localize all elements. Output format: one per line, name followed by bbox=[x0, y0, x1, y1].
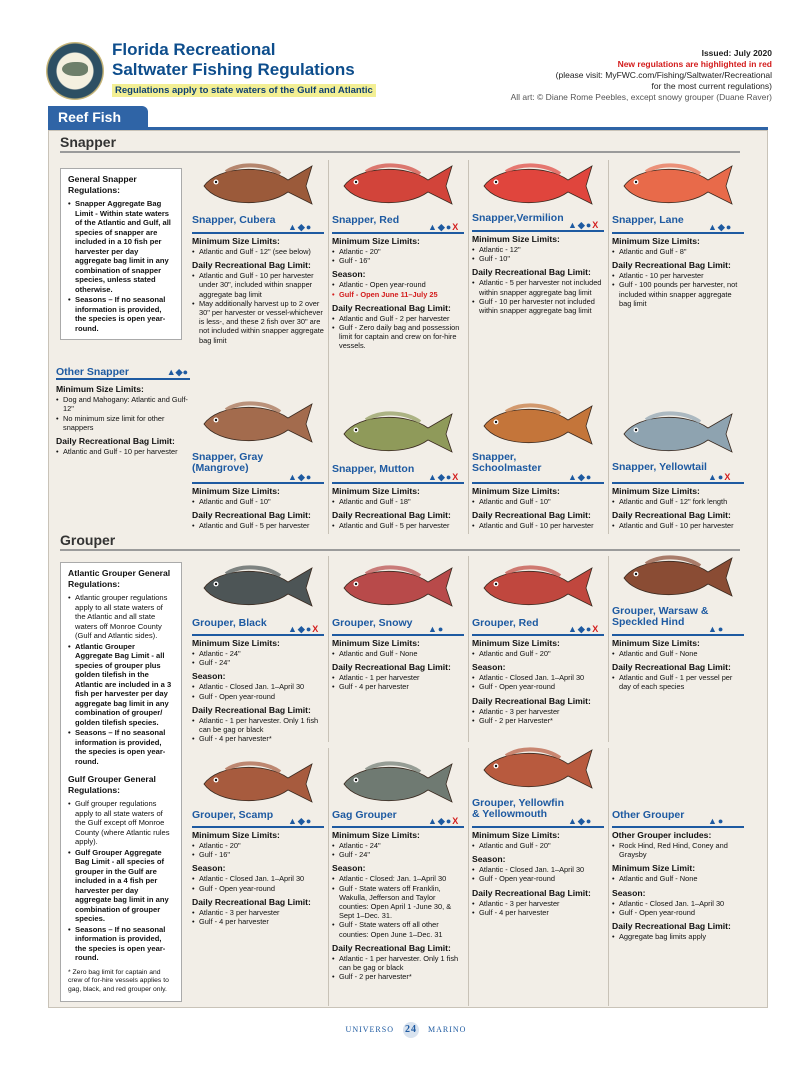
info-list bbox=[332, 649, 464, 658]
fish-name-rule bbox=[612, 826, 744, 828]
info-label: Minimum Size Limits: bbox=[332, 830, 420, 840]
column-divider bbox=[608, 556, 609, 742]
column-divider bbox=[608, 398, 609, 534]
info-list bbox=[472, 497, 604, 506]
info-label: Daily Recreational Bag Limit: bbox=[332, 302, 451, 313]
region-symbols: ▲● bbox=[708, 472, 725, 482]
region-symbols: ▲◆● bbox=[288, 624, 313, 634]
info-list bbox=[612, 497, 744, 506]
info-item: • Gulf - Open year-round bbox=[192, 692, 324, 701]
fish-name-5: Snapper, Mutton bbox=[332, 463, 415, 475]
info-list bbox=[332, 247, 464, 265]
info-item: • Atlantic - 24" bbox=[192, 649, 324, 658]
info-item: • Atlantic - 10 per harvester bbox=[612, 271, 744, 280]
min-size-item: • No minimum size limit for other snappers bbox=[56, 414, 190, 432]
footer-left: UNIVERSO bbox=[345, 1025, 394, 1034]
page-footer bbox=[0, 1022, 812, 1038]
page-header bbox=[42, 36, 772, 116]
fish-name-rule bbox=[192, 826, 324, 828]
other-snapper bbox=[56, 368, 190, 456]
info-item: • Atlantic and Gulf - 10 per harvester under 30", included within snapper aggregate bag limit bbox=[192, 271, 324, 299]
info-list bbox=[472, 899, 604, 917]
general-grouper-box bbox=[60, 562, 182, 1002]
info-item: • Gulf - 24" bbox=[192, 658, 324, 667]
fish-name-rule bbox=[472, 230, 604, 232]
general-snapper-title: General Snapper Regulations: bbox=[68, 174, 137, 195]
fish-regs bbox=[192, 638, 324, 743]
fish-name-6: Snapper, Schoolmaster bbox=[472, 451, 542, 474]
info-item: • Atlantic - 3 per harvester bbox=[192, 908, 324, 917]
info-item: • Gulf - 4 per harvester bbox=[332, 682, 464, 691]
info-list bbox=[472, 649, 604, 658]
info-list bbox=[332, 673, 464, 691]
info-list bbox=[612, 247, 744, 256]
fish-illustration bbox=[616, 160, 736, 210]
info-list bbox=[192, 841, 324, 859]
fish-name-rule bbox=[612, 634, 744, 636]
new-reg-mark: X bbox=[452, 816, 460, 826]
snapper-rule bbox=[60, 151, 740, 153]
fish-regs bbox=[332, 486, 464, 530]
fish-regs bbox=[612, 638, 744, 692]
info-label: Minimum Size Limits: bbox=[472, 638, 560, 648]
info-label: Season: bbox=[472, 854, 506, 865]
fish-name-rule bbox=[192, 232, 324, 234]
info-item: • Atlantic and Gulf - 10 per harvester bbox=[612, 521, 744, 530]
info-label: Season: bbox=[192, 671, 226, 682]
info-label: Minimum Size Limits: bbox=[472, 234, 560, 244]
title-line-2: Saltwater Fishing Regulations bbox=[112, 60, 355, 79]
fish-name-rule bbox=[332, 826, 464, 828]
info-list bbox=[472, 245, 604, 263]
info-item: • Rock Hind, Red Hind, Coney and Graysby bbox=[612, 841, 744, 859]
info-label: Minimum Size Limit: bbox=[612, 863, 696, 874]
region-symbols: ▲◆● bbox=[428, 816, 453, 826]
info-list bbox=[192, 271, 324, 345]
info-list bbox=[332, 521, 464, 530]
info-label: Minimum Size Limits: bbox=[192, 830, 280, 840]
info-list bbox=[192, 649, 324, 667]
column-divider bbox=[468, 556, 469, 742]
info-item: • Atlantic - 1 per harvester bbox=[332, 673, 464, 682]
info-label: Daily Recreational Bag Limit: bbox=[472, 887, 591, 898]
info-list bbox=[192, 497, 324, 506]
fish-name-13: Gag Grouper bbox=[332, 809, 397, 821]
fish-name-2: Snapper,Vermilion bbox=[472, 212, 564, 224]
info-item: • Atlantic - Open year-round bbox=[332, 280, 464, 289]
zero-bag-note: * Zero bag limit for captain and crew of for-hire vessels applies to gag, black, and red grouper only. bbox=[68, 968, 169, 993]
visit-url: (please visit: MyFWC.com/Fishing/Saltwater/Recreational bbox=[555, 70, 772, 80]
info-list bbox=[472, 707, 604, 725]
info-label: Season: bbox=[332, 269, 366, 280]
info-label: Daily Recreational Bag Limit: bbox=[332, 510, 451, 521]
fish-name-7: Snapper, Yellowtail bbox=[612, 461, 707, 473]
fish-name-rule bbox=[472, 826, 604, 828]
title-line-1: Florida Recreational bbox=[112, 40, 276, 59]
info-list bbox=[192, 908, 324, 926]
info-list bbox=[472, 841, 604, 850]
info-list bbox=[612, 899, 744, 917]
info-label: Season: bbox=[192, 863, 226, 874]
info-item: • May additionally harvest up to 2 over 30" per harvester or vessel-whichever is less-, and these 2 fish over 30" are not included within snapper aggregate bag limit bbox=[192, 299, 324, 345]
fish-regs bbox=[192, 236, 324, 345]
page-subtitle: Regulations apply to state waters of the Gulf and Atlantic bbox=[112, 84, 376, 97]
info-item: • Atlantic - 5 per harvester not included within snapper aggregate bag limit bbox=[472, 278, 604, 296]
fish-name-rule bbox=[332, 232, 464, 234]
info-label: Daily Recreational Bag Limit: bbox=[472, 695, 591, 706]
fish-name-rule bbox=[612, 232, 744, 234]
fish-name-10: Grouper, Red bbox=[472, 617, 539, 629]
info-label: Daily Recreational Bag Limit: bbox=[192, 260, 311, 271]
fish-regs bbox=[332, 638, 464, 692]
other-snapper-symbols: ▲◆● bbox=[166, 367, 188, 377]
fish-symbols bbox=[708, 624, 724, 634]
info-list bbox=[472, 521, 604, 530]
min-size-item: • Dog and Mahogany: Atlantic and Gulf- 12" bbox=[56, 395, 190, 413]
region-symbols: ▲◆● bbox=[568, 816, 593, 826]
info-label: Daily Recreational Bag Limit: bbox=[612, 921, 731, 932]
info-list bbox=[612, 649, 744, 658]
footer-right: MARINO bbox=[428, 1025, 467, 1034]
fish-regs bbox=[192, 830, 324, 926]
info-item: • Atlantic and Gulf - 20" bbox=[472, 649, 604, 658]
region-symbols: ▲◆● bbox=[568, 220, 593, 230]
issue-info bbox=[511, 48, 772, 103]
fish-illustration bbox=[616, 552, 736, 602]
info-list bbox=[472, 865, 604, 883]
info-item: • Atlantic - Closed Jan. 1–April 30 bbox=[192, 682, 324, 691]
info-item: • Atlantic and Gulf - 5 per harvester bbox=[332, 521, 464, 530]
fish-illustration bbox=[616, 408, 736, 458]
info-list bbox=[612, 521, 744, 530]
info-item: • Atlantic and Gulf - 1 per vessel per day of each species bbox=[612, 673, 744, 691]
region-symbols: ▲◆● bbox=[428, 472, 453, 482]
fish-name-9: Grouper, Snowy bbox=[332, 617, 413, 629]
info-label: Daily Recreational Bag Limit: bbox=[332, 662, 451, 673]
info-item: • Gulf - 2 per harvester* bbox=[332, 972, 464, 981]
info-item: • Atlantic and Gulf - 12" (see below) bbox=[192, 247, 324, 256]
fish-icon bbox=[62, 62, 88, 76]
grouper-heading: Grouper bbox=[60, 532, 116, 548]
info-item: • Gulf - Open year-round bbox=[472, 874, 604, 883]
info-list bbox=[192, 874, 324, 892]
fish-regs bbox=[472, 486, 604, 530]
art-credit: All art: © Diane Rome Peebles, except snowy grouper (Duane Raver) bbox=[510, 92, 772, 102]
grouper-rule-item: • Gulf Grouper Aggregate Bag Limit - all species of grouper in the Gulf are included in a 4 fish per harvester per day aggregate bag limit in any combination of grouper species. bbox=[68, 848, 174, 924]
fish-name-14: Grouper, Yellowfin & Yellowmouth bbox=[472, 797, 564, 820]
fish-name-rule bbox=[192, 634, 324, 636]
column-divider bbox=[328, 748, 329, 1006]
region-symbols: ▲◆● bbox=[568, 624, 593, 634]
fish-name-12: Grouper, Scamp bbox=[192, 809, 274, 821]
info-list bbox=[472, 673, 604, 691]
region-symbols: ▲● bbox=[428, 624, 445, 634]
info-list bbox=[332, 497, 464, 506]
info-item: • Atlantic - 1 per harvester. Only 1 fish can be gag or black bbox=[192, 716, 324, 734]
fish-name-15: Other Grouper bbox=[612, 809, 685, 821]
fish-name-rule bbox=[472, 634, 604, 636]
info-list bbox=[332, 280, 464, 298]
info-item: • Atlantic and Gulf - 8" bbox=[612, 247, 744, 256]
info-item: • Gulf - State waters off Franklin, Wakulla, Jefferson and Taylor counties: Open April 1 -June 30, & Sept 1–Dec. 31. bbox=[332, 884, 464, 921]
fish-illustration bbox=[476, 744, 596, 794]
info-list bbox=[332, 314, 464, 351]
page-number: 24 bbox=[403, 1022, 419, 1038]
fish-regs bbox=[332, 830, 464, 981]
fish-name-0: Snapper, Cubera bbox=[192, 214, 276, 226]
new-reg-mark: X bbox=[452, 222, 460, 232]
info-item: • Atlantic - 20" bbox=[192, 841, 324, 850]
info-list bbox=[192, 247, 324, 256]
info-item: • Gulf - 2 per Harvester* bbox=[472, 716, 604, 725]
fish-regs bbox=[192, 486, 324, 530]
info-item: • Gulf - Open year-round bbox=[192, 884, 324, 893]
bag-limit-label: Daily Recreational Bag Limit: bbox=[56, 436, 175, 447]
info-item: • Atlantic and Gulf - None bbox=[332, 649, 464, 658]
info-label: Minimum Size Limits: bbox=[192, 486, 280, 496]
info-list bbox=[612, 673, 744, 691]
fish-name-8: Grouper, Black bbox=[192, 617, 267, 629]
new-regs-note: New regulations are highlighted in red bbox=[617, 59, 772, 69]
info-list bbox=[192, 716, 324, 744]
fish-regs bbox=[612, 830, 744, 941]
atlantic-grouper-title: Atlantic Grouper General Regulations: bbox=[68, 568, 171, 589]
info-item: • Gulf - State waters off all other counties: Open June 1–Dec. 31 bbox=[332, 920, 464, 938]
fish-name-rule bbox=[472, 482, 604, 484]
info-item: • Atlantic and Gulf - 18" bbox=[332, 497, 464, 506]
fish-name-rule bbox=[332, 634, 464, 636]
info-item: • Atlantic and Gulf - 10" bbox=[192, 497, 324, 506]
fish-name-rule bbox=[192, 482, 324, 484]
grouper-rule-item: • Atlantic grouper regulations apply to all state waters of the Atlantic and all state waters off Monroe County (Gulf and Atlantic sides). bbox=[68, 593, 174, 641]
new-reg-mark: X bbox=[452, 472, 460, 482]
info-item: • Gulf - 10 per harvester not included within snapper aggregate bag limit bbox=[472, 297, 604, 315]
info-label: Minimum Size Limits: bbox=[332, 486, 420, 496]
fish-illustration bbox=[476, 400, 596, 450]
grouper-rule-item: • Seasons – If no seasonal information is provided, the species is open year-round. bbox=[68, 925, 174, 963]
info-item: • Gulf - 16" bbox=[332, 256, 464, 265]
info-label: Daily Recreational Bag Limit: bbox=[332, 942, 451, 953]
info-label: Daily Recreational Bag Limit: bbox=[612, 260, 731, 271]
info-item: • Atlantic and Gulf - 5 per harvester bbox=[192, 521, 324, 530]
info-item: • Atlantic - 3 per harvester bbox=[472, 707, 604, 716]
fish-name-rule bbox=[332, 482, 464, 484]
info-item: • Atlantic and Gulf - 10 per harvester bbox=[472, 521, 604, 530]
fish-symbols bbox=[708, 472, 731, 482]
fish-regs bbox=[332, 236, 464, 351]
grouper-rule-item: • Gulf grouper regulations apply to all state waters of the Gulf except off Monroe County (where Atlantic rules apply). bbox=[68, 799, 174, 847]
info-item: • Atlantic - 24" bbox=[332, 841, 464, 850]
info-label: Minimum Size Limits: bbox=[612, 486, 700, 496]
fish-symbols bbox=[708, 816, 724, 826]
info-item: • Atlantic - Closed Jan. 1–April 30 bbox=[612, 899, 744, 908]
info-label: Daily Recreational Bag Limit: bbox=[472, 267, 591, 278]
info-item: • Gulf - Open year-round bbox=[472, 682, 604, 691]
info-list bbox=[332, 954, 464, 982]
grouper-rule-item: • Atlantic Grouper Aggregate Bag Limit - all species of grouper plus golden tilefish in the Atlantic are included in a 3 fish per harvester per day aggregate bag limit in any combination of grouper/ golden tilefish species. bbox=[68, 642, 174, 728]
new-reg-mark: X bbox=[724, 472, 732, 482]
info-list bbox=[332, 841, 464, 859]
info-list bbox=[612, 841, 744, 859]
bag-limit-item: • Atlantic and Gulf - 10 per harvester bbox=[56, 447, 190, 456]
info-item: • Atlantic and Gulf - 10" bbox=[472, 497, 604, 506]
fish-illustration bbox=[336, 408, 456, 458]
fish-illustration bbox=[336, 758, 456, 808]
new-reg-mark: X bbox=[592, 220, 600, 230]
info-item: • Gulf - Zero daily bag and possession limit for captain and crew on for-hire vessels. bbox=[332, 323, 464, 351]
region-symbols: ▲◆● bbox=[428, 222, 453, 232]
info-list bbox=[192, 521, 324, 530]
info-label: Daily Recreational Bag Limit: bbox=[472, 510, 591, 521]
fish-illustration bbox=[196, 398, 316, 448]
column-divider bbox=[468, 748, 469, 1006]
region-symbols: ▲◆● bbox=[288, 816, 313, 826]
fish-regs bbox=[472, 234, 604, 315]
gulf-grouper-title: Gulf Grouper General Regulations: bbox=[68, 774, 156, 795]
region-symbols: ▲◆● bbox=[288, 222, 313, 232]
fish-illustration bbox=[476, 562, 596, 612]
snapper-season-rule: • Seasons – If no seasonal information is provided, the species is open year-round. bbox=[68, 295, 174, 333]
snapper-aggregate-rule: • Snapper Aggregate Bag Limit - Within state waters of the Atlantic and Gulf, all species of snapper are included in a 10 fish per harvester per day aggregate bag limit in any combination of snapper species, unless stated otherwise. bbox=[68, 199, 174, 294]
info-label: Minimum Size Limits: bbox=[472, 486, 560, 496]
fish-name-3: Snapper, Lane bbox=[612, 214, 684, 226]
fish-regs bbox=[472, 638, 604, 725]
info-item: • Atlantic - 1 per harvester. Only 1 fish can be gag or black bbox=[332, 954, 464, 972]
info-label: Minimum Size Limits: bbox=[332, 236, 420, 246]
info-list bbox=[332, 874, 464, 938]
info-item: • Atlantic and Gulf - 2 per harvester bbox=[332, 314, 464, 323]
fish-illustration bbox=[196, 758, 316, 808]
info-label: Minimum Size Limits: bbox=[612, 638, 700, 648]
info-list bbox=[612, 271, 744, 308]
info-label: Minimum Size Limits: bbox=[612, 236, 700, 246]
fish-regs bbox=[472, 830, 604, 917]
grouper-rule-item: • Seasons – If no seasonal information is provided, the species is open year-round. bbox=[68, 728, 174, 766]
region-symbols: ▲● bbox=[708, 816, 725, 826]
info-label: Season: bbox=[612, 887, 646, 898]
page-title bbox=[112, 40, 355, 80]
general-snapper-box bbox=[60, 168, 182, 340]
fish-regs bbox=[612, 486, 744, 530]
info-item: • Atlantic - 20" bbox=[332, 247, 464, 256]
info-label: Daily Recreational Bag Limit: bbox=[192, 510, 311, 521]
section-banner: Reef Fish bbox=[48, 106, 148, 128]
info-label: Season: bbox=[472, 662, 506, 673]
fish-name-1: Snapper, Red bbox=[332, 214, 400, 226]
info-item: • Atlantic - 3 per harvester bbox=[472, 899, 604, 908]
region-symbols: ▲◆● bbox=[568, 472, 593, 482]
info-label: Minimum Size Limits: bbox=[192, 638, 280, 648]
other-snapper-name: Other Snapper bbox=[56, 366, 129, 378]
info-list bbox=[472, 278, 604, 315]
info-label: Daily Recreational Bag Limit: bbox=[612, 662, 731, 673]
visit-note: for the most current regulations) bbox=[651, 81, 772, 91]
info-list bbox=[612, 932, 744, 941]
snapper-heading: Snapper bbox=[60, 134, 117, 150]
grouper-rule bbox=[60, 549, 740, 551]
info-list bbox=[612, 874, 744, 883]
fish-name-11: Grouper, Warsaw & Speckled Hind bbox=[612, 605, 709, 628]
info-item: • Gulf - 4 per harvester* bbox=[192, 734, 324, 743]
info-label: Other Grouper includes: bbox=[612, 830, 712, 840]
fish-name-rule bbox=[612, 482, 744, 484]
info-item: • Gulf - 16" bbox=[192, 850, 324, 859]
column-divider bbox=[468, 398, 469, 534]
fish-illustration bbox=[196, 160, 316, 210]
fish-illustration bbox=[476, 160, 596, 210]
info-label: Season: bbox=[332, 863, 366, 874]
info-item: • Atlantic - 12" bbox=[472, 245, 604, 254]
region-symbols: ▲◆● bbox=[288, 472, 313, 482]
info-label: Minimum Size Limits: bbox=[192, 236, 280, 246]
info-item: • Gulf - 4 per harvester bbox=[192, 917, 324, 926]
info-label: Daily Recreational Bag Limit: bbox=[192, 704, 311, 715]
info-item: • Atlantic and Gulf - 12" fork length bbox=[612, 497, 744, 506]
fish-name-4: Snapper, Gray (Mangrove) bbox=[192, 451, 264, 474]
info-item: • Atlantic - Closed Jan. 1–April 30 bbox=[472, 673, 604, 682]
info-item: • Atlantic - Closed Jan. 1–April 30 bbox=[472, 865, 604, 874]
info-item: • Atlantic - Closed: Jan. 1–April 30 bbox=[332, 874, 464, 883]
issued-date: Issued: July 2020 bbox=[701, 48, 772, 58]
fish-regs bbox=[612, 236, 744, 308]
fish-illustration bbox=[196, 562, 316, 612]
column-divider bbox=[608, 748, 609, 1006]
new-reg-mark: X bbox=[592, 624, 600, 634]
info-item: • Gulf - 4 per harvester bbox=[472, 908, 604, 917]
info-label: Daily Recreational Bag Limit: bbox=[192, 896, 311, 907]
new-reg-mark: X bbox=[312, 624, 320, 634]
column-divider bbox=[328, 556, 329, 742]
info-item: • Atlantic and Gulf - 20" bbox=[472, 841, 604, 850]
fish-symbols bbox=[428, 624, 444, 634]
info-list bbox=[192, 682, 324, 700]
info-item: • Gulf - 100 pounds per harvester, not included within snapper aggregate bag limit bbox=[612, 280, 744, 308]
info-item: • Gulf - 24" bbox=[332, 850, 464, 859]
info-item: • Atlantic and Gulf - None bbox=[612, 874, 744, 883]
fish-illustration bbox=[336, 562, 456, 612]
info-item: • Aggregate bag limits apply bbox=[612, 932, 744, 941]
info-item: • Atlantic - Closed Jan. 1–April 30 bbox=[192, 874, 324, 883]
region-symbols: ▲● bbox=[708, 624, 725, 634]
min-size-label: Minimum Size Limits: bbox=[56, 384, 144, 395]
info-item: • Atlantic and Gulf - None bbox=[612, 649, 744, 658]
info-label: Minimum Size Limits: bbox=[472, 830, 560, 840]
region-symbols: ▲◆● bbox=[708, 222, 733, 232]
info-item: • Gulf - 10" bbox=[472, 254, 604, 263]
info-item: • Gulf - Open year-round bbox=[612, 908, 744, 917]
info-label: Minimum Size Limits: bbox=[332, 638, 420, 648]
info-label: Daily Recreational Bag Limit: bbox=[612, 510, 731, 521]
fwc-seal-logo bbox=[46, 42, 104, 100]
column-divider bbox=[328, 398, 329, 534]
fish-illustration bbox=[336, 160, 456, 210]
info-item-new: • Gulf - Open June 11–July 25 bbox=[332, 290, 464, 299]
